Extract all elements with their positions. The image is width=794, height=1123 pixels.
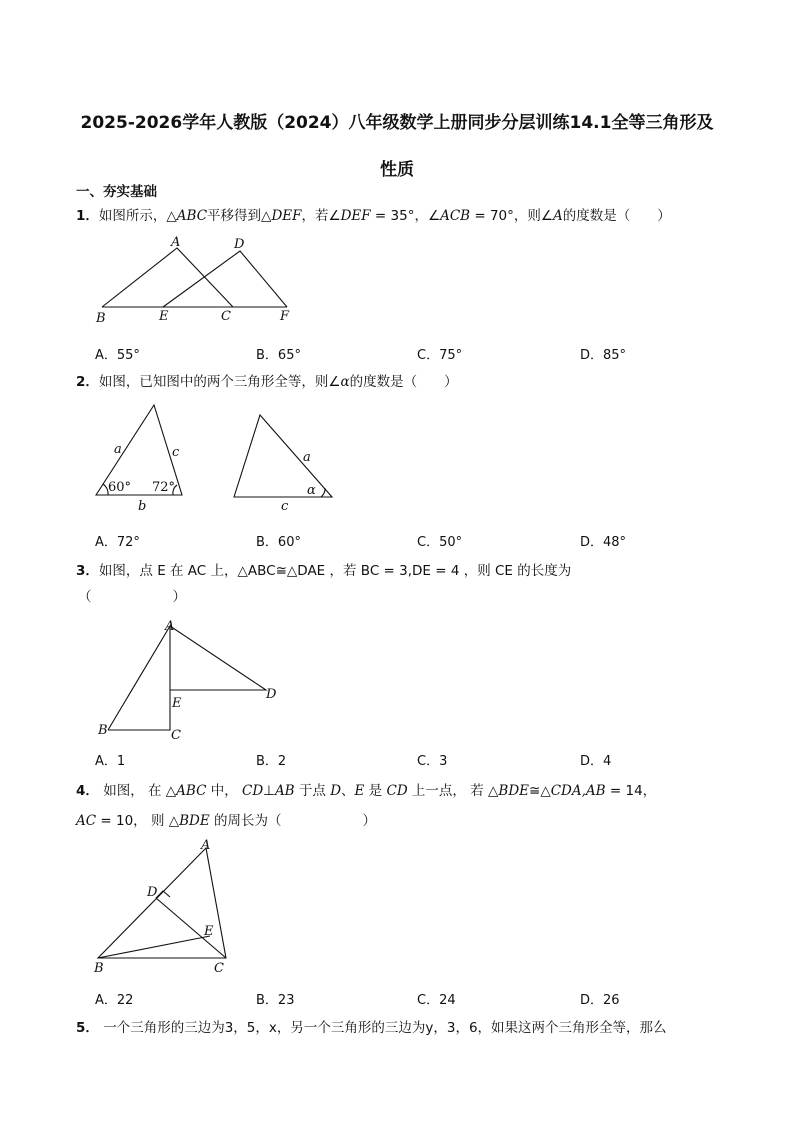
document-title — [60, 100, 734, 194]
q2-text: 如图，已知图中的两个三角形全等，则 — [98, 374, 329, 390]
label-B: B — [98, 723, 108, 738]
label-alpha: α — [307, 483, 316, 498]
q4-text: 如图， 在 — [98, 783, 166, 799]
triangle-right — [234, 415, 332, 497]
question-1 — [76, 203, 726, 229]
label-angle-72: 72° — [152, 480, 176, 495]
q4-math: BDE — [179, 813, 210, 829]
option-d[interactable]: D．48° — [580, 535, 627, 550]
label-E: E — [159, 309, 169, 324]
q4-math: AC — [76, 813, 97, 829]
label-C: C — [221, 309, 231, 324]
triangle-abc — [108, 626, 170, 730]
q1-text: 如图所示， — [98, 208, 167, 224]
q4-text: 、 — [341, 783, 355, 799]
option-d[interactable]: D．85° — [580, 348, 627, 363]
angle-symbol: ∠ — [540, 208, 554, 224]
q4-math: ABC — [176, 783, 207, 799]
q3-figure — [92, 616, 292, 746]
option-a[interactable]: A．22 — [95, 993, 134, 1008]
label-b1: b — [138, 499, 147, 514]
q1-math: ABC — [176, 208, 208, 224]
angle-symbol: ∠ — [328, 374, 341, 390]
q1-text: = 70°，则 — [470, 208, 541, 224]
option-b[interactable]: B．60° — [256, 535, 301, 550]
q4-math: CD — [242, 783, 264, 799]
q4-figure — [88, 838, 248, 978]
question-number: 3． — [76, 563, 99, 579]
triangle-symbol: △ — [261, 208, 272, 224]
option-b[interactable]: B．23 — [256, 993, 295, 1008]
q3-answer-blank: （ ） — [78, 589, 186, 605]
q4-text: 是 — [364, 783, 387, 799]
segment-be — [98, 936, 210, 958]
triangle-symbol: △ — [540, 783, 551, 799]
option-b[interactable]: B．2 — [256, 754, 287, 769]
question-number: 5． — [76, 1020, 99, 1036]
option-a[interactable]: A．72° — [95, 535, 140, 550]
option-c[interactable]: C．75° — [417, 348, 463, 363]
congruent-symbol: ≅ — [529, 783, 541, 799]
q4-text: = 10， 则 — [96, 813, 169, 829]
label-C: C — [214, 961, 224, 976]
q1-text: ，若 — [301, 208, 329, 224]
q4-math: CDA,AB — [550, 783, 606, 799]
label-E: E — [204, 924, 214, 939]
triangle-dae — [170, 626, 266, 690]
q4-text: 中， — [206, 783, 243, 799]
question-number: 2． — [76, 374, 99, 390]
q1-math: DEF — [271, 208, 302, 224]
q5-text: 一个三角形的三边为3，5，x，另一个三角形的三边为y，3，6，如果这两个三角形全等，那么 — [98, 1020, 667, 1036]
triangle-symbol: △ — [168, 813, 180, 829]
q4-math: D — [330, 783, 342, 799]
q1-math: A — [553, 208, 563, 224]
triangle-symbol: △ — [488, 783, 499, 799]
label-c2: c — [281, 499, 289, 514]
label-F: F — [280, 309, 290, 324]
option-c[interactable]: C．24 — [417, 993, 456, 1008]
question-number: 1． — [76, 208, 99, 224]
q1-math: DEF — [340, 208, 371, 224]
q2-text: 的度数是（ ） — [349, 374, 458, 390]
option-a[interactable]: A．1 — [95, 754, 126, 769]
option-d[interactable]: D．26 — [580, 993, 620, 1008]
question-4 — [76, 776, 726, 836]
q1-text: = 35°， — [370, 208, 428, 224]
label-A: A — [165, 619, 175, 634]
q4-math: E — [354, 783, 365, 799]
q2-figure — [88, 398, 348, 514]
q4-math: AB — [274, 783, 295, 799]
label-D: D — [266, 687, 277, 702]
label-angle-60: 60° — [108, 480, 132, 495]
label-D: D — [234, 237, 245, 252]
triangle-abc — [102, 248, 233, 307]
label-a2: a — [303, 450, 311, 465]
triangle-symbol: △ — [166, 208, 177, 224]
option-c[interactable]: C．50° — [417, 535, 463, 550]
triangle-symbol: △ — [165, 783, 177, 799]
q4-math: CD — [386, 783, 408, 799]
label-c1: c — [172, 445, 180, 460]
title-line-2: 性质 — [380, 160, 414, 180]
q1-figure — [90, 234, 310, 326]
label-B: B — [94, 961, 104, 976]
q4-math: BDE — [498, 783, 530, 799]
option-b[interactable]: B．65° — [256, 348, 301, 363]
question-2 — [76, 369, 726, 395]
q1-text: 的度数是（ ） — [562, 208, 671, 224]
label-C: C — [171, 728, 181, 743]
option-a[interactable]: A．55° — [95, 348, 140, 363]
q2-math: α — [340, 374, 350, 390]
option-d[interactable]: D．4 — [580, 754, 612, 769]
angle-arc-alpha — [321, 488, 325, 497]
q4-text: 于点 — [294, 783, 331, 799]
q4-text: = 14， — [605, 783, 657, 799]
question-3 — [76, 558, 726, 610]
option-c[interactable]: C．3 — [417, 754, 448, 769]
q3-text: 如图，点 E 在 AC 上，△ABC≅△DAE ，若 BC = 3,DE = 4 ，则 CE 的长度为 — [98, 563, 572, 579]
label-A: A — [171, 235, 181, 250]
label-E: E — [172, 696, 182, 711]
segment-cd — [156, 898, 226, 958]
q1-math: ACB — [440, 208, 471, 224]
title-line-1: 2025-2026学年人教版（2024）八年级数学上册同步分层训练14.1全等三角形及 — [80, 113, 714, 133]
angle-symbol: ∠ — [328, 208, 341, 224]
perpendicular-symbol: ⊥ — [263, 783, 275, 799]
question-5 — [76, 1015, 726, 1041]
label-B: B — [96, 311, 106, 326]
section-heading: 一、夯实基础 — [76, 184, 157, 200]
label-a1: a — [114, 442, 122, 457]
label-A: A — [201, 838, 211, 853]
label-D: D — [147, 885, 158, 900]
q4-text: 上一点， 若 — [407, 783, 489, 799]
q4-text: 的周长为（ ） — [209, 813, 377, 829]
angle-symbol: ∠ — [427, 208, 441, 224]
q1-text: 平移得到 — [207, 208, 262, 224]
question-number: 4． — [76, 783, 99, 799]
